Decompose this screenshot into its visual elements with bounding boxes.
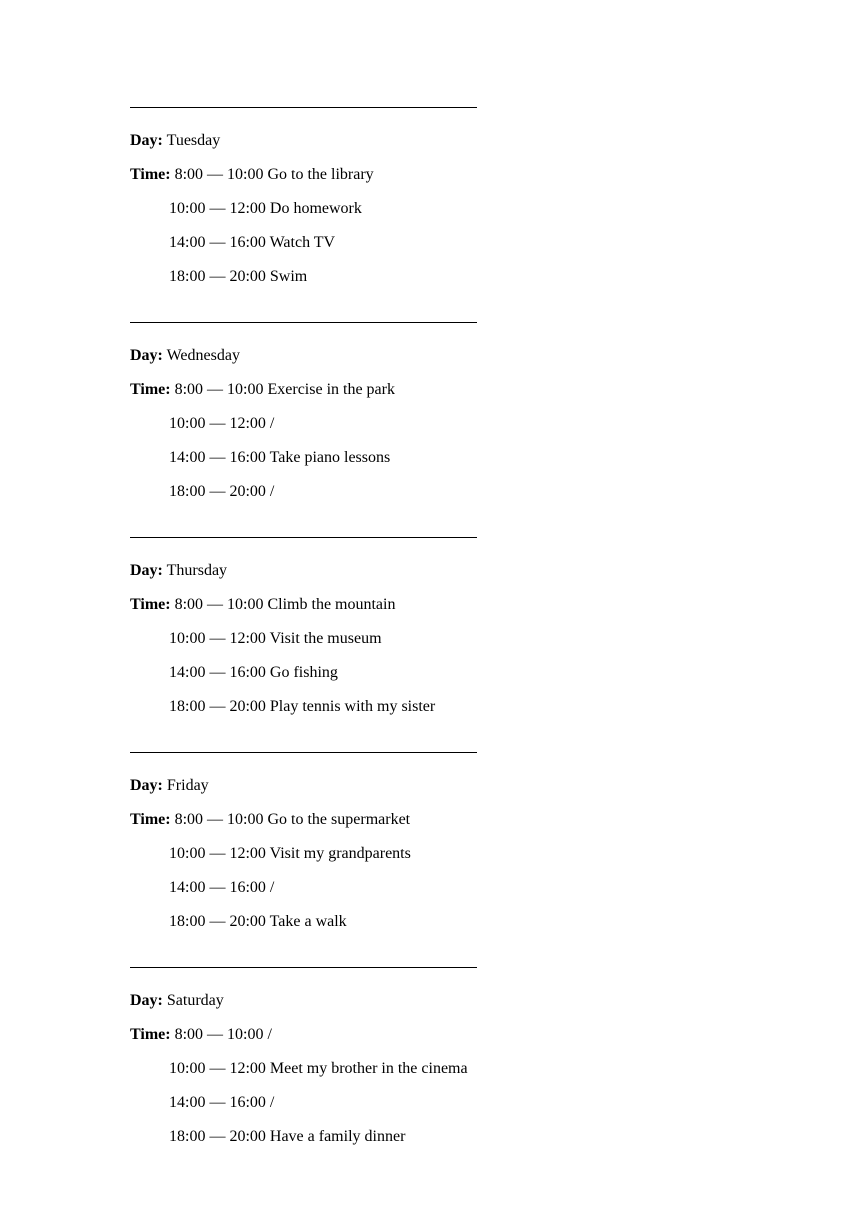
- day-label: Day:: [130, 777, 163, 794]
- time-slot: 10:00 — 12:00 Do homework: [169, 200, 362, 217]
- time-line: [130, 166, 750, 200]
- day-block-friday: [130, 753, 750, 967]
- day-label: Day:: [130, 562, 163, 579]
- time-slot: 10:00 — 12:00 Visit my grandparents: [169, 845, 411, 862]
- time-slot: 8:00 — 10:00 Go to the library: [174, 166, 374, 183]
- time-line: [130, 1026, 750, 1060]
- time-slot: 10:00 — 12:00 Meet my brother in the cinema: [169, 1060, 468, 1077]
- day-line: [130, 347, 750, 381]
- day-label: Day:: [130, 992, 163, 1009]
- day-name: Wednesday: [166, 347, 240, 364]
- day-line: [130, 562, 750, 596]
- time-label: Time:: [130, 381, 171, 398]
- time-slot: 14:00 — 16:00 /: [169, 879, 275, 896]
- time-label: Time:: [130, 811, 171, 828]
- time-slot: 14:00 — 16:00 /: [169, 1094, 275, 1111]
- time-label: Time:: [130, 596, 171, 613]
- day-line: [130, 992, 750, 1026]
- time-slot: 18:00 — 20:00 /: [169, 483, 275, 500]
- day-line: [130, 777, 750, 811]
- time-slot: 18:00 — 20:00 Swim: [169, 268, 308, 285]
- day-block-tuesday: [130, 108, 750, 322]
- day-line: [130, 132, 750, 166]
- time-slot: 14:00 — 16:00 Watch TV: [169, 234, 336, 251]
- day-block-saturday: [130, 968, 750, 1182]
- time-line: [130, 811, 750, 845]
- time-slot: 18:00 — 20:00 Have a family dinner: [169, 1128, 406, 1145]
- time-slot: 18:00 — 20:00 Play tennis with my sister: [169, 698, 436, 715]
- time-line: [130, 596, 750, 630]
- time-slot: 8:00 — 10:00 Exercise in the park: [174, 381, 395, 398]
- time-slot: 10:00 — 12:00 Visit the museum: [169, 630, 382, 647]
- time-label: Time:: [130, 1026, 171, 1043]
- day-name: Thursday: [166, 562, 228, 579]
- time-slot: 14:00 — 16:00 Take piano lessons: [169, 449, 391, 466]
- time-line: [130, 381, 750, 415]
- day-label: Day:: [130, 132, 163, 149]
- schedule-document: [130, 107, 750, 1182]
- time-slot: 10:00 — 12:00 /: [169, 415, 275, 432]
- time-slot: 8:00 — 10:00 Go to the supermarket: [174, 811, 411, 828]
- day-block-thursday: [130, 538, 750, 752]
- day-name: Friday: [166, 777, 209, 794]
- time-slot: 18:00 — 20:00 Take a walk: [169, 913, 347, 930]
- time-slot: 8:00 — 10:00 Climb the mountain: [174, 596, 396, 613]
- time-slot: 8:00 — 10:00 /: [174, 1026, 272, 1043]
- day-name: Saturday: [166, 992, 224, 1009]
- time-label: Time:: [130, 166, 171, 183]
- time-slot: 14:00 — 16:00 Go fishing: [169, 664, 338, 681]
- day-label: Day:: [130, 347, 163, 364]
- day-block-wednesday: [130, 323, 750, 537]
- day-name: Tuesday: [166, 132, 221, 149]
